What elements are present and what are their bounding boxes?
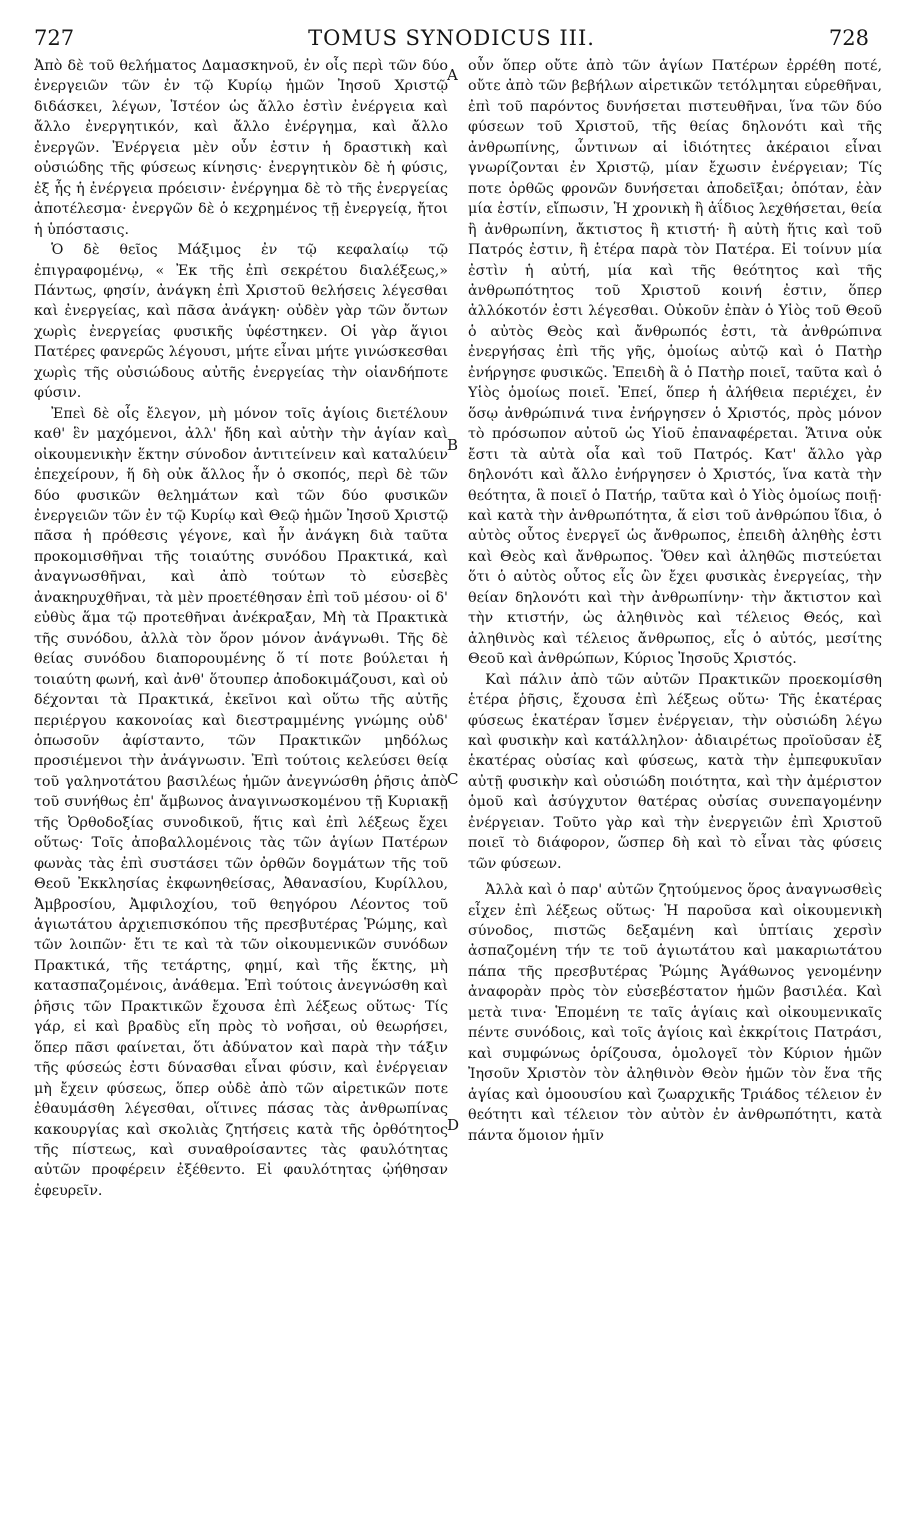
running-title: TOMUS SYNODICUS III. [308, 26, 595, 50]
margin-letter-d: D [447, 1116, 460, 1134]
right-paragraph-3: Ἀλλὰ καὶ ὁ παρ' αὐτῶν ζητούμενος ὅρος ἀναγνωσθεὶς εἶχεν ἐπὶ λέξεως οὕτως· Ἡ παροῦσα καὶ οἰκουμενικὴ σύνοδος, πιστῶς δεξαμένη καὶ ὑπτίαις χερσὶν ἀσπαζομένη τήν τε τοῦ ἁγιωτάτου καὶ μακαριωτάτου πάπα τῆς πρεσβυτέρας Ῥώμης Ἀγάθωνος γενομένην ἀναφορὰν πρὸς τὸν εὐσεβέστατον ἡμῶν βασιλέα. Καὶ μετὰ τινα· Ἑπομένη τε ταῖς ἁγίαις καὶ οἰκουμενικαῖς πέντε συνόδοις, καὶ τοῖς ἁγίοις καὶ ἐκκρίτοις Πατράσι, καὶ συμφώνως ὁρίζουσα, ὁμολογεῖ τὸν Κύριον ἡμῶν Ἰησοῦν Χριστὸν τὸν ἀληθινὸν Θεὸν ἡμῶν τὸν ἕνα τῆς ἁγίας καὶ ὁμοουσίου καὶ ζωαρχικῆς Τριάδος τέλειον ἐν θεότητι καὶ τέλειον τὸν αὐτὸν ἐν ἀνθρωπότητι, κατὰ πάντα ὅμοιον ἡμῖν [468, 882, 882, 1144]
page-header [34, 26, 869, 56]
right-paragraph-2: Καὶ πάλιν ἀπὸ τῶν αὐτῶν Πρακτικῶν προεκομίσθη ἑτέρα ῥῆσις, ἔχουσα ἐπὶ λέξεως οὕτω· Τῆς ἑκατέρας φύσεως ἑκατέραν ἴσμεν ἐνέργειαν, τὴν οὐσιώδη λέγω καὶ φυσικὴν καὶ κατάλληλον· ἀδιαιρέτως προϊοῦσαν ἐξ ἑκατέρας οὐσίας καὶ φύσεως, κατὰ τὴν ἐμπεφυκυῖαν αὐτῇ φυσικὴν καὶ οὐσιώδη ποιότητα, καὶ τὴν ἀμέριστον ὁμοῦ καὶ ἀσύγχυτον θατέρας οὐσίας συνεπαγομένην ἐνέργειαν. Τοῦτο γὰρ καὶ τὴν ἐνεργειῶν ἐπὶ Χριστοῦ ποιεῖ τὸ διάφορον, ὥσπερ δὴ καὶ τὸ εἶναι τὰς φύσεις τῶν φύσεων. [468, 671, 882, 872]
left-paragraph-1: Ἀπὸ δὲ τοῦ θελήματος Δαμασκηνοῦ, ἐν οἷς περὶ τῶν δύο ἐνεργειῶν τῶν ἐν τῷ Κυρίῳ ἡμῶν Ἰησοῦ Χριστῷ διδάσκει, λέγων, Ἰστέον ὡς ἄλλο ἐστὶν ἐνέργεια καὶ ἄλλο ἐνεργητικόν, καὶ ἄλλο ἐνέργημα, καὶ ἄλλο ἐνεργῶν. Ἐνέργεια μὲν οὖν ἐστιν ἡ δραστικὴ καὶ οὐσιώδης τῆς φύσεως κίνησις· ἐνεργητικὸν δὲ ἡ φύσις, ἐξ ἧς ἡ ἐνέργεια πρόεισιν· ἐνέργημα δὲ τὸ τῆς ἐνεργείας ἀποτέλεσμα· ἐνεργῶν δὲ ὁ κεχρημένος τῇ ἐνεργείᾳ, ἤτοι ἡ ὑπόστασις. [34, 58, 448, 238]
margin-letter-b: B [447, 436, 459, 454]
right-paragraph-1: οὖν ὅπερ οὔτε ἀπὸ τῶν ἁγίων Πατέρων ἐρρέθη ποτέ, οὔτε ἀπὸ τῶν βεβήλων αἱρετικῶν τετόλμηται εὑρεθῆναι, ἐπὶ τοῦ παρόντος δυνήσεται πιστευθῆναι, ἵνα τῶν δύο φύσεων τοῦ Χριστοῦ, τῆς θείας δηλονότι καὶ τῆς ἀνθρωπίνης, ὧντινων αἱ ἰδιότητες ἀκέραιοι εἶναι γνωρίζονται ἐν Χριστῷ, μίαν ἔχωσιν ἐνέργειαν; Τίς ποτε ὀρθῶς φρονῶν δυνήσεται ἀποδεῖξαι; ὁπόταν, ἐὰν μία ἐστίν, εἴπωσιν, Ἡ χρονικὴ ἢ ἀΐδιος λεχθήσεται, θεία ἢ ἀνθρωπίνη, ἄκτιστος ἢ κτιστή· ἢ αὐτὴ ἥτις καὶ τοῦ Πατρός ἐστιν, ἢ ἑτέρα παρὰ τὸν Πατέρα. Εἰ τοίνυν μία ἐστὶν ἡ αὐτή, μία καὶ τῆς θεότητος καὶ τῆς ἀνθρωπότητος τοῦ Χριστοῦ κοινή ἐστιν, ὅπερ ἀλλόκοτόν ἐστι λέγεσθαι. Οὐκοῦν ἐπὰν ὁ Υἱὸς τοῦ Θεοῦ ὁ αὐτὸς Θεὸς καὶ ἄνθρωπός ἐστι, τὰ ἀνθρώπινα ἐνεργήσας ἐπὶ τῆς γῆς, ὁμοίως αὐτῷ καὶ ὁ Πατὴρ ἐνήργησε φυσικῶς. Ἐπειδὴ ἃ ὁ Πατὴρ ποιεῖ, ταῦτα καὶ ὁ Υἱὸς ὁμοίως ποιεῖ. Ἐπεί, ὅπερ ἡ ἀλήθεια περιέχει, ἐν ὅσῳ ἀνθρώπινά τινα ἐνήργησεν ὁ Χριστός, πρὸς μόνον τὸ πρόσωπον αὐτοῦ ὡς Υἱοῦ ἐπαναφέρεται. Ἅτινα οὐκ ἔστι τὰ αὐτὰ οἷα καὶ τοῦ Πατρός. Κατ' ἄλλο γὰρ δηλονότι καὶ ἄλλο ἐνήργησεν ὁ Χριστός, ἵνα κατὰ τὴν θεότητα, ἃ ποιεῖ ὁ Πατήρ, ταῦτα καὶ ὁ Υἱὸς ὁμοίως ποιῇ· καὶ κατὰ τὴν ἀνθρωπότητα, ἅ εἰσι τοῦ ἀνθρώπου ἴδια, ὁ αὐτὸς οὗτος ἐνεργεῖ ὡς ἄνθρωπος, ἐπειδὴ ἀληθὴς ἐστι καὶ Θεὸς καὶ ἄνθρωπος. Ὅθεν καὶ ἀληθῶς πιστεύεται ὅτι ὁ αὐτὸς οὗτος εἷς ὢν ἔχει φυσικὰς ἐνεργείας, τὴν θείαν δηλονότι καὶ τὴν ἀνθρωπίνην· τὴν ἄκτιστον καὶ τὴν κτιστήν, ὡς ἀληθινὸς καὶ τέλειος Θεός, καὶ ἀληθινὸς καὶ τέλειος ἄνθρωπος, εἷς ὁ αὐτός, μεσίτης Θεοῦ καὶ ἀνθρώπων, Κύριος Ἰησοῦς Χριστός. [468, 58, 882, 668]
left-paragraph-3: Ἐπεὶ δὲ οἷς ἔλεγον, μὴ μόνον τοῖς ἁγίοις διετέλουν καθ' ἓν μαχόμενοι, ἀλλ' ἤδη καὶ αὐτὴν τὴν ἁγίαν καὶ οἰκουμενικὴν ἕκτην σύνοδον ἀντιτείνειν καὶ καταλύειν ἐπεχείρουν, ἥ δὴ οὐκ ἄλλος ἦν ὁ σκοπός, περὶ δὲ τῶν δύο φυσικῶν θελημάτων καὶ τῶν δύο φυσικῶν ἐνεργειῶν τῶν ἐν τῷ Κυρίῳ καὶ Θεῷ ἡμῶν Ἰησοῦ Χριστῷ πᾶσα ἡ πρόθεσις γέγονε, καὶ ἦν ἀνάγκη διὰ ταῦτα προκομισθῆναι τῆς τοιαύτης συνόδου Πρακτικά, καὶ ἀναγνωσθῆναι, καὶ ἀπὸ τούτων τὸ εὐσεβὲς ἀνακηρυχθῆναι, τὰ μὲν προετέθησαν ἐπὶ τοῦ μέσου· οἱ δ' εὐθὺς ἅμα τῷ προτεθῆναι ἀνέκραξαν, Μὴ τὰ Πρακτικὰ τῆς συνόδου, ἀλλὰ τὸν ὅρον μόνον ἀνάγνωθι. Τῆς δὲ θείας συνόδου διαπορουμένης ὅ τί ποτε βούλεται ἡ τοιαύτη φωνή, καὶ ἀνθ' ὅτουπερ ἀποδοκιμάζουσι, καὶ οὐ δέχονται τὰ Πρακτικά, ἐκεῖνοι καὶ οὕτω τῆς αὐτῆς περιέργου κακονοίας καὶ διεστραμμένης γνώμης οὐδ' ὁπωσοῦν ἀφίσταντο, τῶν Πρακτικῶν μηδόλως προσιέμενοι τὴν ἀνάγνωσιν. Ἐπὶ τούτοις κελεύσει θείᾳ τοῦ γαληνοτάτου βασιλέως ἡμῶν ἀνεγνώσθη ῥῆσις ἀπὸ τοῦ συνήθως ἐπ' ἄμβωνος ἀναγινωσκομένου τῇ Κυριακῇ τῆς Ὀρθοδοξίας συνοδικοῦ, ἥτις καὶ ἐπὶ λέξεως ἔχει οὕτως· Τοῖς ἀποβαλλομένοις τὰς τῶν ἁγίων Πατέρων φωνὰς τὰς ἐπὶ συστάσει τῶν ὀρθῶν δογμάτων τῆς τοῦ Θεοῦ Ἐκκλησίας ἐκφωνηθείσας, Ἀθανασίου, Κυρίλλου, Ἀμβροσίου, Ἀμφιλοχίου, τοῦ θεηγόρου Λέοντος τοῦ ἁγιωτάτου ἀρχιεπισκόπου τῆς πρεσβυτέρας Ῥώμης, καὶ τῶν λοιπῶν· ἔτι τε καὶ τὰ τῶν οἰκουμενικῶν συνόδων Πρακτικά, τῆς τετάρτης, φημί, καὶ τῆς ἕκτης, μὴ κατασπαζομένοις, ἀνάθεμα. Ἐπὶ τούτοις ἀνεγνώσθη καὶ ῥῆσις τῶν Πρακτικῶν ἔχουσα ἐπὶ λέξεως οὕτως· Τίς γάρ, εἰ καὶ βραδὺς εἴη πρὸς τὸ νοῆσαι, οὐ θεωρήσει, ὅπερ πᾶσι φαίνεται, ὅτι ἀδύνατον καὶ παρὰ τὴν τάξιν τῆς φύσεώς ἐστι δύνασθαι εἶναι φύσιν, καὶ ἐνέργειαν μὴ ἔχειν φύσεως, ὅπερ οὐδὲ ἀπὸ τῶν αἱρετικῶν ποτε ἐθαυμάσθη λέγεσθαι, οἵτινες πάσας τὰς ἀνθρωπίνας κακουργίας καὶ σκολιὰς ζητήσεις κατὰ τῆς ὀρθότητος τῆς πίστεως, καὶ συναθροίσαντες τὰς φαυλότητας αὐτῶν προφέρειν ἐξέθεντο. Εἰ φαυλότητας ᾠήθησαν ἐφευρεῖν. [34, 405, 448, 1199]
page-number-left: 727 [34, 26, 75, 50]
left-paragraph-2: Ὁ δὲ θεῖος Μάξιμος ἐν τῷ κεφαλαίῳ τῷ ἐπιγραφομένῳ, « Ἐκ τῆς ἐπὶ σεκρέτου διαλέξεως,» Πάντως, φησίν, ἀνάγκη ἐπὶ Χριστοῦ θελήσεις λέγεσθαι καὶ ἐνεργείας, καὶ πᾶσα ἀνάγκη· οὐδὲν γὰρ τῶν ὄντων χωρὶς ἐνεργείας φυσικῆς ὑφέστηκεν. Οἱ γὰρ ἅγιοι Πατέρες φανερῶς λέγουσι, μήτε εἶναι μήτε γινώσκεσθαι χωρὶς τῆς οὐσιώδους αὐτῆς ἐνεργείας τὴν οἱανδήποτε φύσιν. [34, 242, 448, 402]
page-number-right: 728 [828, 26, 869, 50]
right-column [468, 56, 882, 1516]
left-column [34, 56, 448, 1516]
margin-letter-a: A [447, 66, 458, 84]
margin-letter-c: C [447, 770, 459, 788]
